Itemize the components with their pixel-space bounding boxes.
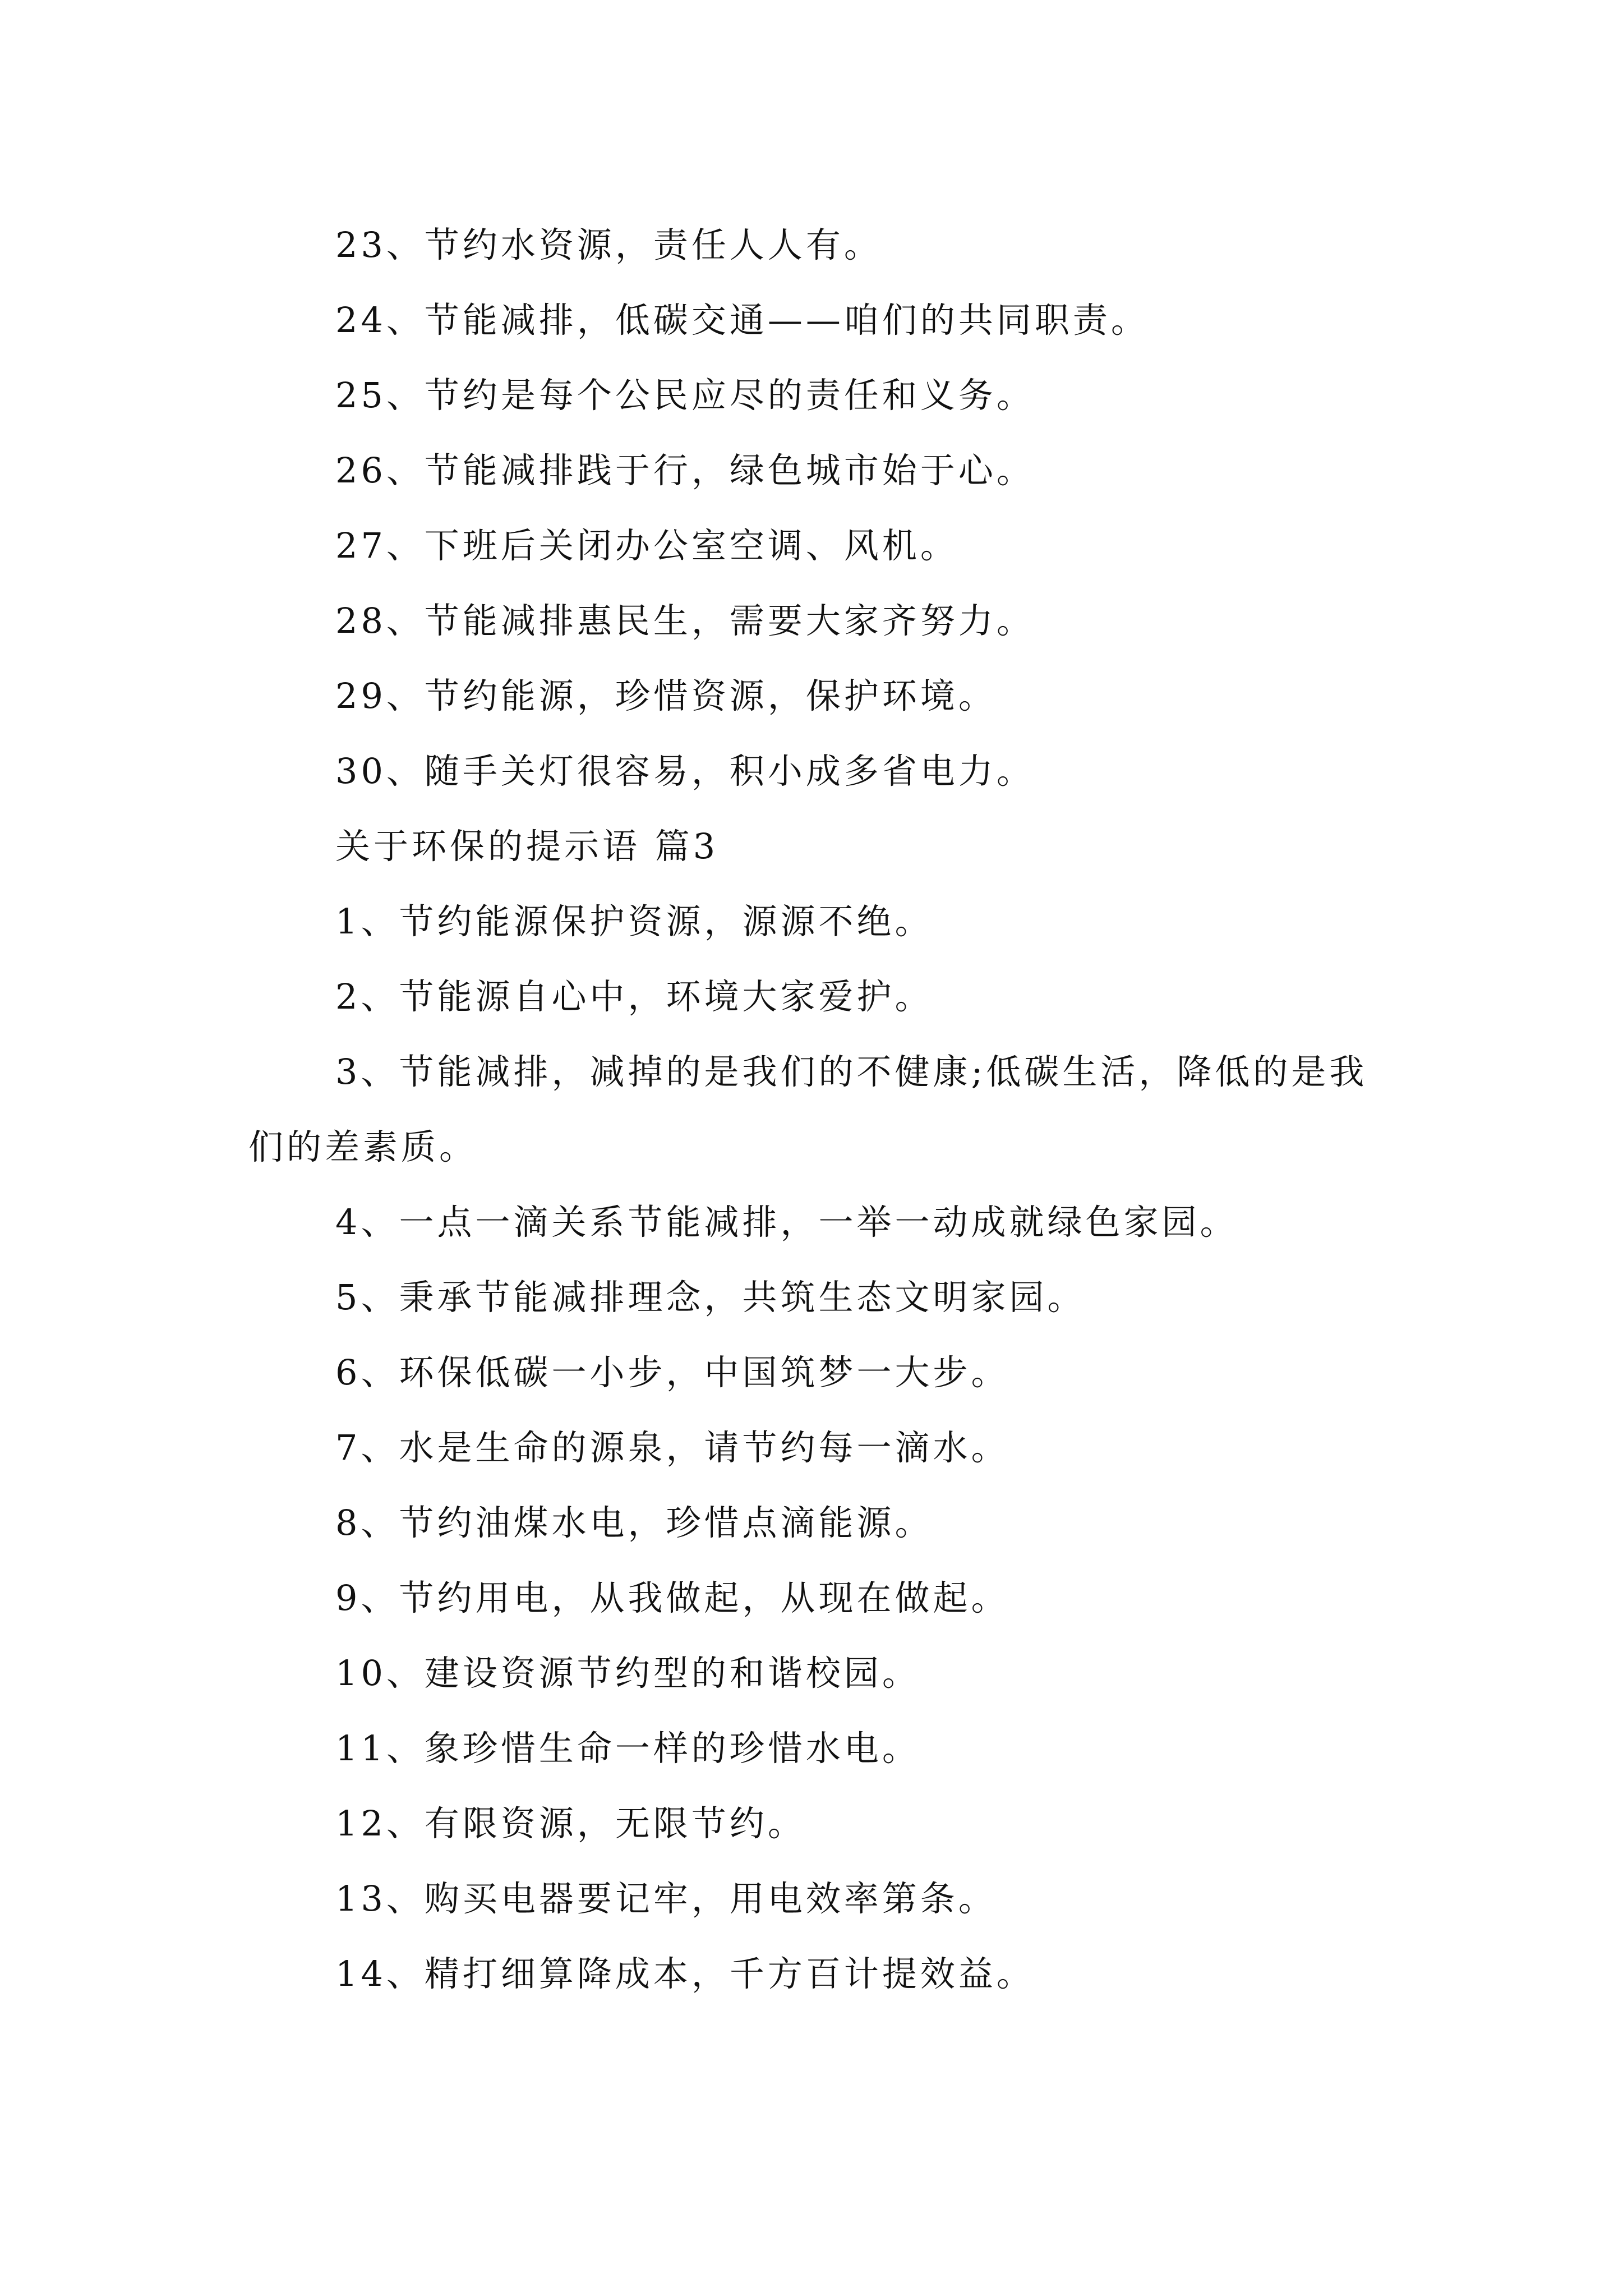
list-item: 6、环保低碳一小步，中国筑梦一大步。	[335, 1352, 1009, 1393]
list-item: 14、精打细算降成本，千方百计提效益。	[335, 1953, 1035, 1994]
list-item: 12、有限资源，无限节约。	[335, 1803, 806, 1844]
list-item: 25、节约是每个公民应尽的责任和义务。	[335, 375, 1035, 416]
list-item: 8、节约油煤水电，珍惜点滴能源。	[335, 1502, 933, 1543]
list-item: 5、秉承节能减排理念，共筑生态文明家园。	[335, 1277, 1086, 1318]
list-item: 1、节约能源保护资源，源源不绝。	[335, 901, 933, 942]
list-item: 13、购买电器要记牢，用电效率第条。	[335, 1878, 997, 1919]
list-item: 7、水是生命的源泉，请节约每一滴水。	[335, 1427, 1009, 1468]
list-item: 26、节能减排践于行，绿色城市始于心。	[335, 450, 1035, 491]
list-item: 2、节能源自心中，环境大家爱护。	[335, 976, 933, 1017]
list-item: 23、节约水资源，责任人人有。	[335, 224, 882, 265]
list-item: 27、下班后关闭办公室空调、风机。	[335, 525, 958, 566]
list-item: 4、一点一滴关系节能减排，一举一动成就绿色家园。	[335, 1202, 1238, 1243]
list-item: 24、节能减排，低碳交通——咱们的共同职责。	[335, 300, 1149, 341]
list-item: 10、建设资源节约型的和谐校园。	[335, 1653, 920, 1694]
section-heading: 关于环保的提示语 篇3	[335, 826, 719, 867]
list-item: 9、节约用电，从我做起，从现在做起。	[335, 1577, 1009, 1618]
wrapped-list-item: 3、节能减排，减掉的是我们的不健康;低碳生活，降低的是我们的差素质。	[248, 1051, 1368, 1167]
list-item: 30、随手关灯很容易，积小成多省电力。	[335, 751, 1035, 792]
list-item: 11、象珍惜生命一样的珍惜水电。	[335, 1728, 920, 1769]
list-item: 28、节能减排惠民生，需要大家齐努力。	[335, 600, 1035, 641]
list-item: 29、节约能源，珍惜资源，保护环境。	[335, 675, 997, 716]
document-body	[248, 208, 1376, 2012]
